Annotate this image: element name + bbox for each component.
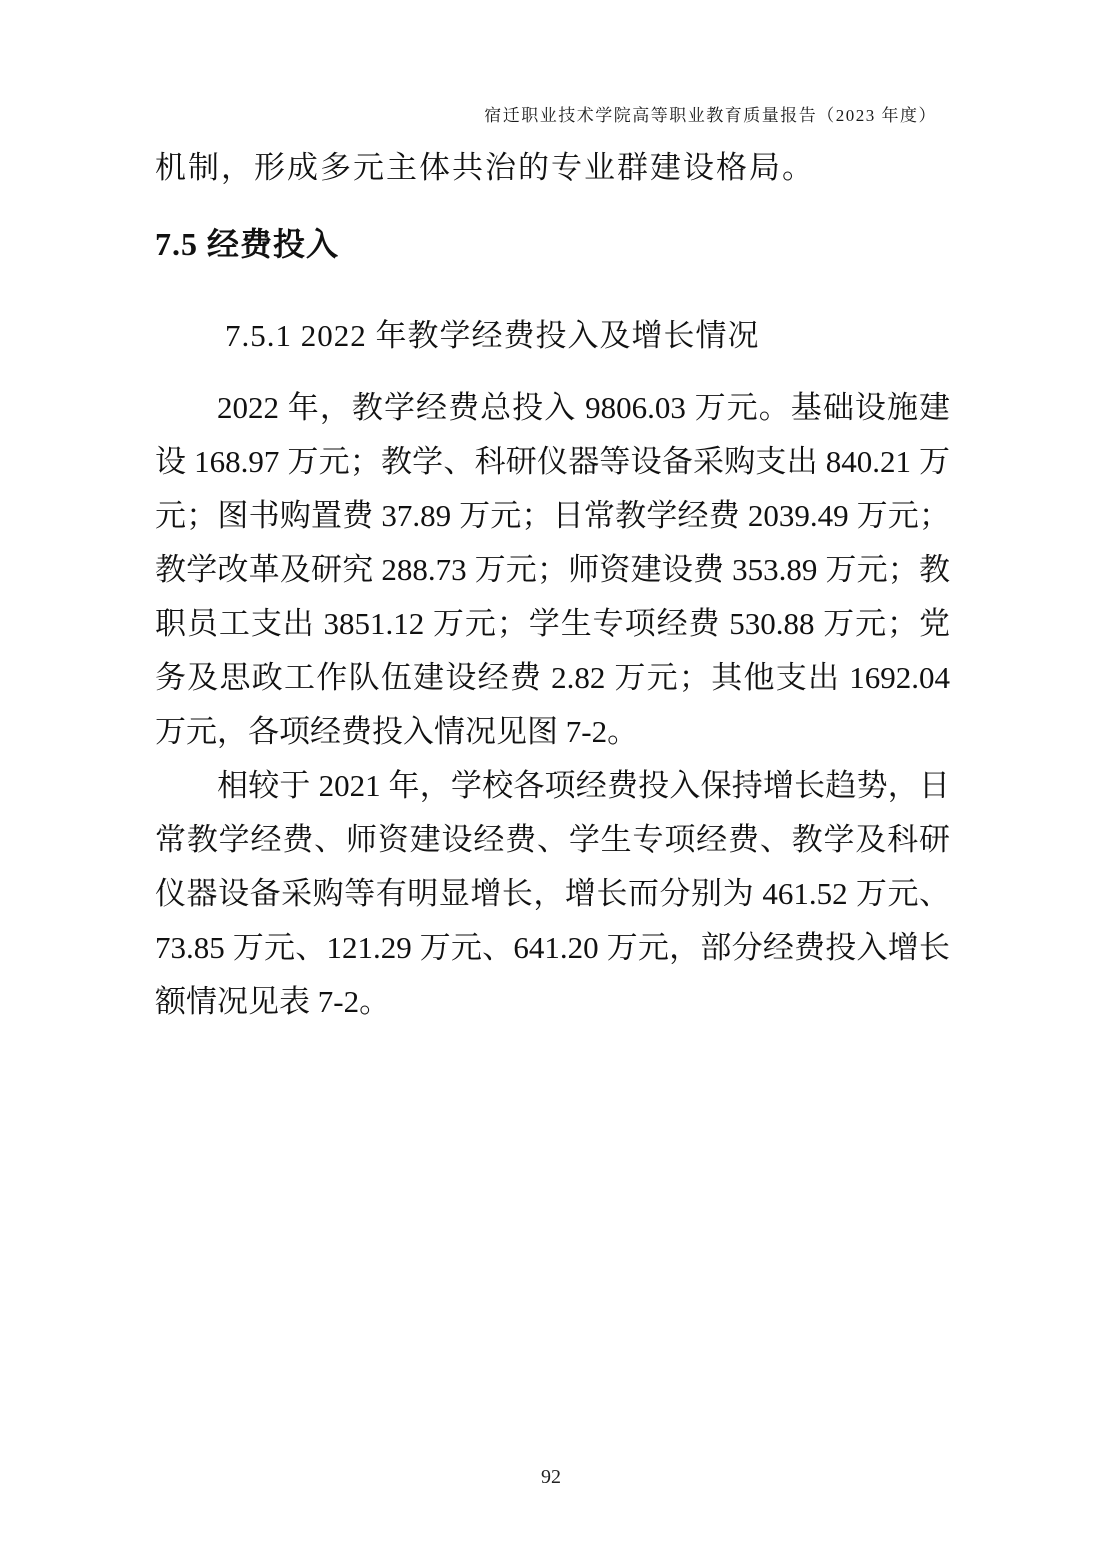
page-number: 92 — [541, 1466, 561, 1488]
paragraph-funding-growth: 相较于 2021 年，学校各项经费投入保持增长趋势，日常教学经费、师资建设经费、学生专项经费、教学及科研仪器设备采购等有明显增长，增长而分别为 461.52 万元、73.85 万元、121.29 万元、641.20 万元，部分经费投入增长额情况见表 7-2。 — [155, 768, 950, 1019]
paragraph-funding-overview: 2022 年，教学经费总投入 9806.03 万元。基础设施建设 168.97 万元；教学、科研仪器等设备采购支出 840.21 万元；图书购置费 37.89 万元；日常教学经费 2039.49 万元；教学改革及研究 288.73 万元；师资建设费 353.89 万元；教职员工支出 3851.12 万元；学生专项经费 530.88 万元；党务及思政工作队伍建设经费 2.82 万元；其他支出 1692.04 万元，各项经费投入情况见图 7-2。 — [155, 390, 950, 749]
running-header: 宿迁职业技术学院高等职业教育质量报告（2023 年度） — [484, 106, 937, 125]
subsection-heading: 7.5.1 2022 年教学经费投入及增长情况 — [225, 318, 760, 353]
section-heading: 7.5 经费投入 — [155, 226, 340, 262]
paragraph-continuation: 机制，形成多元主体共治的专业群建设格局。 — [155, 150, 815, 185]
body-text — [155, 381, 950, 1029]
